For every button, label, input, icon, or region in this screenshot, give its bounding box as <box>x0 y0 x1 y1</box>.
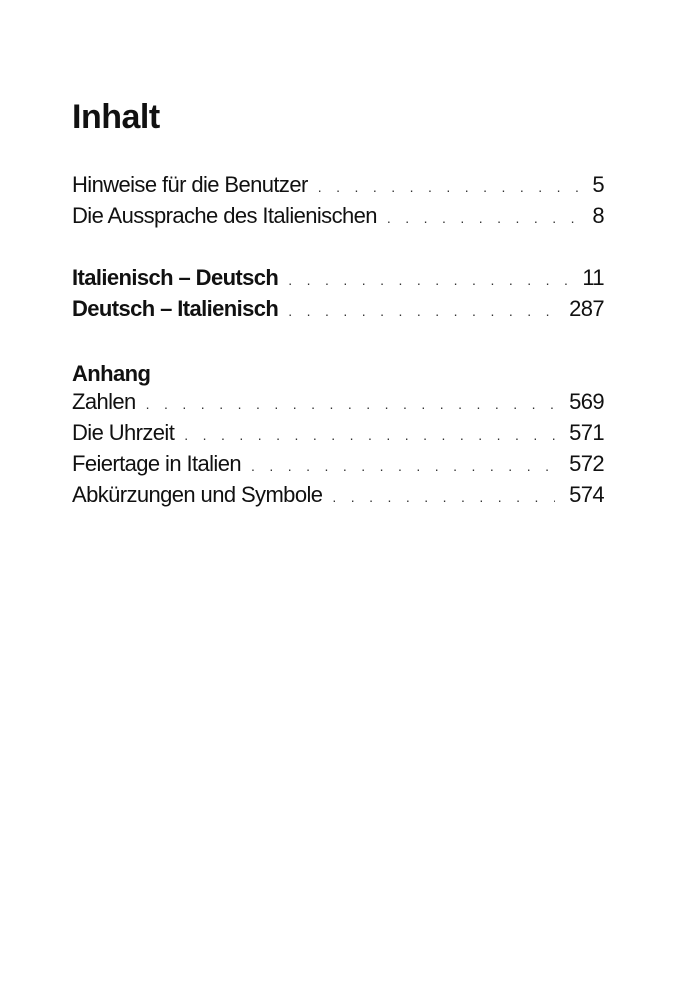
toc-entry-label: Zahlen <box>72 389 136 414</box>
toc-entry <box>72 482 604 513</box>
toc-entry <box>72 265 604 296</box>
dot-leader <box>288 303 555 319</box>
toc-entry-label: Die Aussprache des Italienischen <box>72 203 377 228</box>
toc-entry <box>72 389 604 420</box>
dot-leader <box>184 427 555 443</box>
toc-entry-label: Deutsch – Italienisch <box>72 296 279 321</box>
toc-group-appendix <box>72 358 604 513</box>
toc-entry <box>72 203 604 234</box>
dot-leader <box>318 179 579 195</box>
toc-entry-label: Abkürzungen und Symbole <box>72 482 323 507</box>
toc-entry <box>72 172 604 203</box>
toc-entry-page: 5 <box>592 172 604 197</box>
toc-entry-page: 571 <box>569 420 604 445</box>
toc-entry-label: Hinweise für die Benutzer <box>72 172 308 197</box>
toc-entry-label: Feiertage in Italien <box>72 451 241 476</box>
appendix-heading: Anhang <box>72 361 151 386</box>
toc-group-intro <box>72 172 604 234</box>
dot-leader <box>332 489 555 505</box>
toc-entry-page: 8 <box>592 203 604 228</box>
dot-leader <box>251 458 555 474</box>
toc-entry <box>72 296 604 327</box>
toc-entry-page: 287 <box>569 296 604 321</box>
dot-leader <box>387 210 578 226</box>
dot-leader <box>146 396 555 412</box>
toc-entry-label: Die Uhrzeit <box>72 420 175 445</box>
toc-entry <box>72 451 604 482</box>
page-title: Inhalt <box>72 98 160 136</box>
toc-entry-label: Italienisch – Deutsch <box>72 265 279 290</box>
dot-leader <box>288 272 568 288</box>
toc-group-dictionary <box>72 265 604 327</box>
toc-entry-page: 569 <box>569 389 604 414</box>
toc-entry-page: 574 <box>569 482 604 507</box>
toc-entry <box>72 420 604 451</box>
toc-entry-page: 572 <box>569 451 604 476</box>
toc-entry-page: 11 <box>582 265 604 290</box>
